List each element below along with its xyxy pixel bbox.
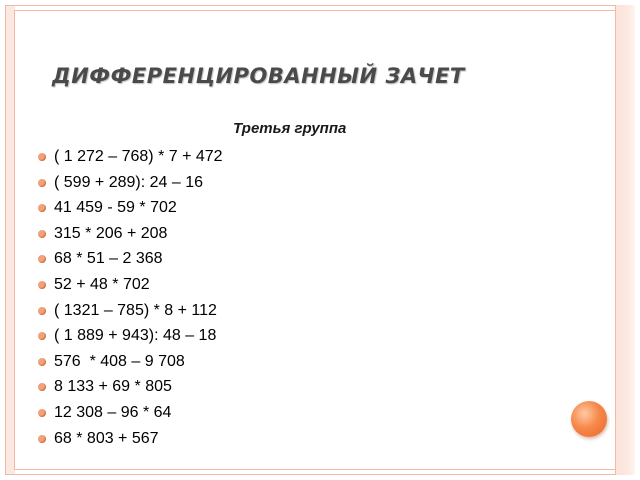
expression-text: 68 * 51 – 2 368	[54, 250, 163, 268]
bullet-icon	[38, 409, 46, 417]
bullet-icon	[38, 255, 46, 263]
list-item	[38, 272, 223, 298]
list-item	[38, 323, 223, 349]
bullet-icon	[38, 383, 46, 391]
expression-text: 41 459 - 59 * 702	[54, 199, 177, 217]
list-item	[38, 170, 223, 196]
slide-title: ДИФФЕРЕНЦИРОВАННЫЙ ЗАЧЕТ	[52, 64, 465, 88]
list-item	[38, 374, 223, 400]
expression-text: 52 + 48 * 702	[54, 275, 150, 293]
list-item	[38, 349, 223, 375]
expression-text: 12 308 – 96 * 64	[54, 403, 172, 421]
bullet-icon	[38, 230, 46, 238]
slide-subtitle: Третья группа	[233, 120, 347, 137]
list-item	[38, 400, 223, 426]
bullet-icon	[38, 281, 46, 289]
list-item	[38, 221, 223, 247]
list-item	[38, 426, 223, 452]
expression-text: 315 * 206 + 208	[54, 224, 168, 242]
bullet-icon	[38, 435, 46, 443]
list-item	[38, 195, 223, 221]
orange-orb-decoration	[571, 401, 607, 437]
expression-text: 576 * 408 – 9 708	[54, 352, 185, 370]
bullet-icon	[38, 204, 46, 212]
bullet-icon	[38, 307, 46, 315]
expression-text: ( 599 + 289): 24 – 16	[54, 173, 203, 191]
expression-text: 8 133 + 69 * 805	[54, 378, 172, 396]
frame-right-band	[615, 5, 635, 475]
bullet-icon	[38, 179, 46, 187]
list-item	[38, 144, 223, 170]
list-item	[38, 298, 223, 324]
bullet-icon	[38, 332, 46, 340]
expression-text: 68 * 803 + 567	[54, 429, 159, 447]
expression-text: ( 1 889 + 943): 48 – 18	[54, 327, 217, 345]
expression-text: ( 1 272 – 768) * 7 + 472	[54, 148, 223, 165]
bullet-icon	[38, 153, 46, 161]
expression-text: ( 1321 – 785) * 8 + 112	[54, 301, 217, 319]
bullet-icon	[38, 358, 46, 366]
expression-list	[38, 144, 223, 451]
list-item	[38, 246, 223, 272]
